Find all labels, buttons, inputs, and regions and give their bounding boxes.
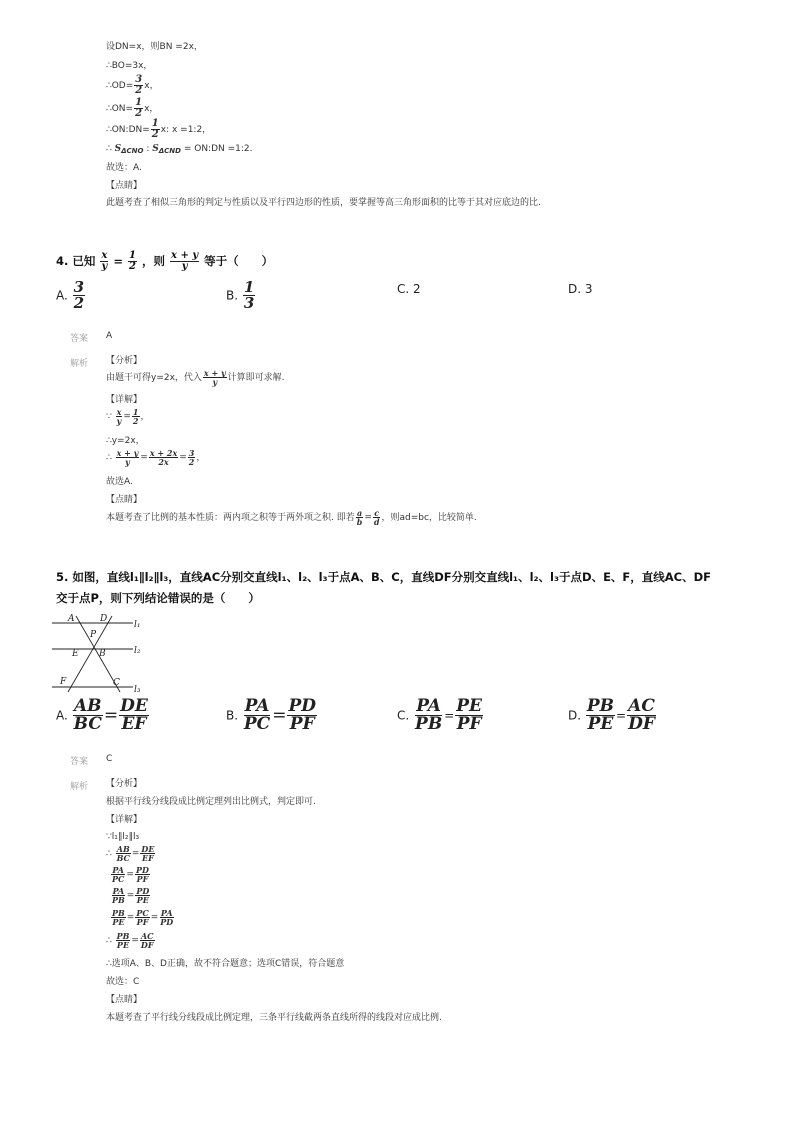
- parallel-lines-figure: [48, 607, 148, 697]
- q5-ratio-3: $\frac{PA}{PB}$ = $\frac{PD}{PE}$: [112, 886, 150, 905]
- q3-line-4: ∴ON= $\frac{1}{2}$ x，: [106, 97, 159, 119]
- q4-analysis-8: 【点睛】: [106, 495, 143, 505]
- line-l3-label: l₃: [134, 685, 141, 695]
- q5-option-d: D. $\frac{PB}{PE}$ = $\frac{AC}{DF}$: [568, 696, 655, 734]
- line-l2-label: l₂: [134, 646, 141, 656]
- q5-ratio-1: ∴ $\frac{AB}{BC}$ = $\frac{DE}{EF}$: [106, 844, 155, 863]
- q4-analysis-label: 解析: [70, 359, 89, 369]
- q4-option-c: C. 2: [397, 282, 421, 296]
- point-f-label: F: [60, 677, 67, 687]
- q4-analysis-3: 【详解】: [106, 395, 143, 405]
- q3-line-2: ∴BO=3x，: [106, 61, 153, 71]
- q5-analysis-8: 本题考查了平行线分线段成比例定理，三条平行线截两条直线所得的线段对应成比例.: [106, 1013, 442, 1023]
- q5-stem-line-2: 交于点P，则下列结论错误的是（ ）: [56, 591, 260, 605]
- q5-analysis-5: ∴选项A、B、D正确，故不符合题意；选项C错误，符合题意: [106, 959, 345, 969]
- q3-line-9: 此题考查了相似三角形的判定与性质以及平行四边形的性质，要掌握等高三角形面积的比等于其对应底边的比.: [106, 198, 541, 208]
- q4-option-a: A. $\frac{3}{2}$: [56, 278, 85, 312]
- q5-ratio-5: ∴ $\frac{PB}{PE}$ = $\frac{AC}{DF}$: [106, 931, 154, 950]
- q5-option-b: B. $\frac{PA}{PC}$ = $\frac{PD}{PF}$: [226, 696, 316, 734]
- q3-line-7: 故选：A.: [106, 163, 142, 173]
- q3-line-3: ∴OD= $\frac{3}{2}$ x，: [106, 74, 159, 96]
- q3-line-5: ∴ON:DN= $\frac{1}{2}$ x: x =1:2，: [106, 118, 212, 140]
- point-b-label: B: [99, 649, 106, 659]
- q5-analysis-4: ∵l₁∥l₂∥l₃: [106, 832, 140, 842]
- point-e-label: E: [72, 649, 79, 659]
- q5-option-a: A. $\frac{AB}{BC}$ = $\frac{DE}{EF}$: [56, 696, 148, 734]
- point-a-label: A: [68, 614, 75, 624]
- q4-analysis-4: ∵ $\frac{x}{y}$ = $\frac{1}{2}$ ，: [106, 407, 150, 426]
- q4-analysis-6: ∴ $\frac{x + y}{y}$ = $\frac{x + 2x}{2x}$ = $\frac{3}{2}$ ，: [106, 448, 206, 467]
- q3-line-1: 设DN=x，则BN =2x，: [106, 42, 203, 52]
- q3-line-8: 【点睛】: [106, 181, 143, 191]
- q5-answer-label: 答案: [70, 757, 89, 767]
- q5-analysis-6: 故选：C: [106, 977, 140, 987]
- q4-answer-label: 答案: [70, 334, 89, 344]
- q4-analysis-7: 故选A.: [106, 477, 133, 487]
- q4-option-b: B. $\frac{1}{3}$: [226, 278, 255, 312]
- q5-option-c: C. $\frac{PA}{PB}$ = $\frac{PE}{PF}$: [397, 696, 482, 734]
- q5-analysis-2: 根据平行线分线段成比例定理列出比例式，判定即可.: [106, 797, 316, 807]
- q4-analysis-9: 本题考查了比例的基本性质：两内项之积等于两外项之积. 即若 $\frac{a}{b}$ = $\frac{c}{d}$ ，则ad=bc，比较简单.: [106, 508, 477, 527]
- q5-analysis-label: 解析: [70, 782, 89, 792]
- q5-analysis-1: 【分析】: [106, 779, 143, 789]
- q4-analysis-1: 【分析】: [106, 356, 143, 366]
- q4-analysis-2: 由题干可得y=2x，代入 $\frac{x + y}{y}$ 计算即可求解.: [106, 368, 285, 387]
- q4-analysis-5: ∴y=2x，: [106, 436, 145, 446]
- q4-option-d: D. 3: [568, 282, 593, 296]
- q5-ratio-4: $\frac{PB}{PE}$ = $\frac{PC}{PF}$ = $\frac{PA}{PD}$: [112, 908, 174, 927]
- q5-analysis-3: 【详解】: [106, 815, 143, 825]
- q4-stem: 4. 已知 $\frac{x}{y}$ = $\frac{1}{2}$ ，则 $\frac{x + y}{y}$ 等于（ ）: [56, 250, 274, 272]
- q5-analysis-7: 【点睛】: [106, 995, 143, 1005]
- point-c-label: C: [113, 678, 120, 688]
- point-p-label: P: [90, 630, 97, 640]
- q3-line-6: ∴ $S_{\Delta CNO}$ : $S_{\Delta CND}$ = ON:DN =1:2.: [106, 144, 253, 155]
- q5-answer: C: [106, 754, 113, 764]
- point-d-label: D: [100, 614, 108, 624]
- line-l1-label: l₁: [134, 620, 141, 630]
- q5-ratio-2: $\frac{PA}{PC}$ = $\frac{PD}{PF}$: [112, 865, 149, 884]
- q4-answer: A: [106, 331, 113, 341]
- q5-stem-line-1: 5. 如图，直线l₁∥l₂∥l₃，直线AC分别交直线l₁、l₂、l₃于点A、B、C，直线DF分别交直线l₁、l₂、l₃于点D、E、F，直线AC、DF: [56, 570, 712, 584]
